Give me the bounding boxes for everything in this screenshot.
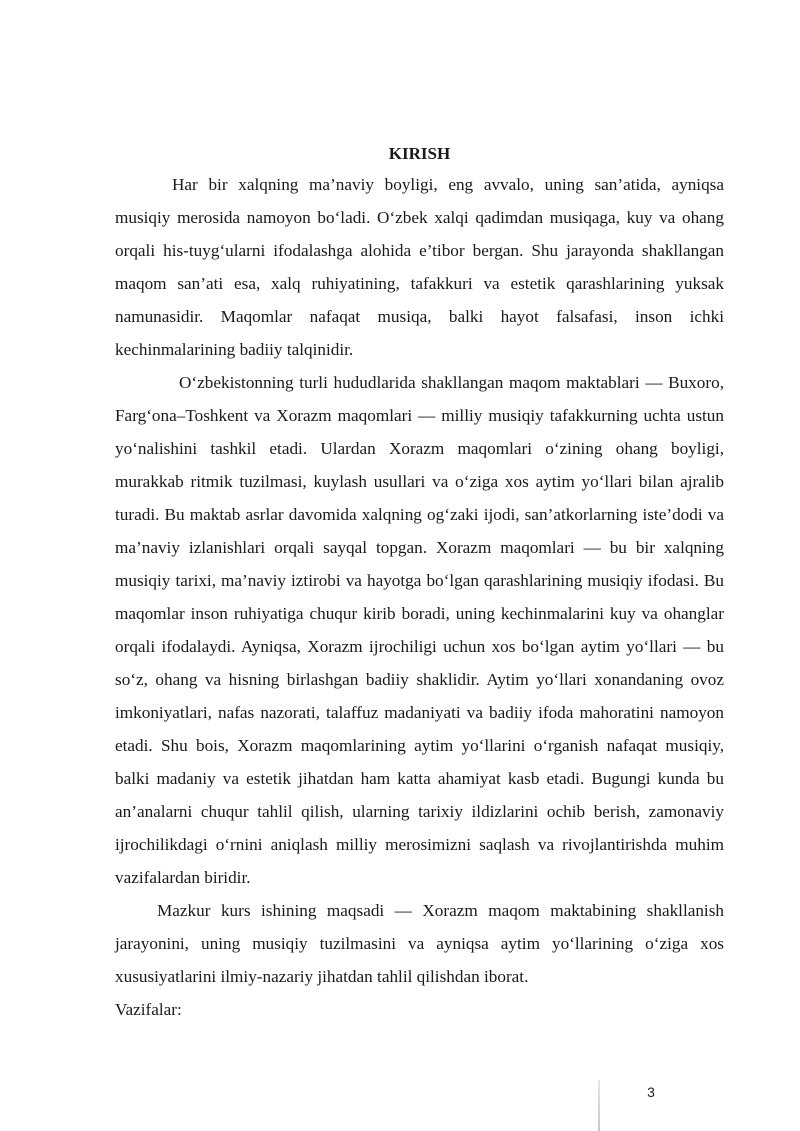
document-body bbox=[115, 168, 724, 1026]
paragraph-intro: Har bir xalqning ma’naviy boyligi, eng avvalo, uning san’atida, ayniqsa musiqiy merosida namoyon bo‘ladi. O‘zbek xalqi qadimdan musiqaga, kuy va ohang orqali his-tuyg‘ularni ifodalashga alohida e’tibor bergan. Shu jarayonda shakllangan maqom san’ati esa, xalq ruhiyatining, tafakkuri va estetik qarashlarining yuksak namunasidir. Maqomlar nafaqat musiqa, balki hayot falsafasi, inson ichki kechinmalarining badiiy talqinidir. bbox=[115, 175, 724, 359]
paragraph-tasks-label: Vazifalar: bbox=[115, 1000, 182, 1019]
page-number: 3 bbox=[647, 1084, 655, 1100]
margin-divider bbox=[598, 1080, 600, 1131]
section-heading: KIRISH bbox=[388, 144, 451, 163]
paragraph-maqom-schools: O‘zbekistonning turli hududlarida shakllangan maqom maktablari — Buxoro, Farg‘ona–Toshkent va Xorazm maqomlari — milliy musiqiy tafakkurning uchta ustun yo‘nalishini tashkil etadi. Ulardan Xorazm maqomlari o‘zining ohang boyligi, murakkab ritmik tuzilmasi, kuylash usullari va o‘ziga xos aytim yo‘llari bilan ajralib turadi. Bu maktab asrlar davomida xalqning og‘zaki ijodi, san’atkorlarning iste’dodi va ma’naviy izlanishlari orqali sayqal topgan. Xorazm maqomlari — bu bir xalqning musiqiy tarixi, ma’naviy iztirobi va hayotga bo‘lgan qarashlarining musiqiy ifodasi. Bu maqomlar inson ruhiyatiga chuqur kirib boradi, uning kechinmalarini kuy va ohanglar orqali ifodalaydi. Ayniqsa, Xorazm ijrochiligi uchun xos bo‘lgan aytim yo‘llari — bu so‘z, ohang va hisning birlashgan badiiy shaklidir. Aytim yo‘llari xonandaning ovoz imkoniyatlari, nafas nazorati, talaffuz madaniyati va badiiy ifoda mahoratini namoyon etadi. Shu bois, Xorazm maqomlarining aytim yo‘llarini o‘rganish nafaqat musiqiy, balki madaniy va estetik jihatdan ham katta ahamiyat kasb etadi. Bugungi kunda bu an’analarni chuqur tahlil qilish, ularning tarixiy ildizlarini ochib berish, zamonaviy ijrochilikdagi o‘rnini aniqlash milliy merosimizni saqlash va rivojlantirishda muhim vazifalardan biridir. bbox=[115, 373, 724, 887]
paragraph-purpose: Mazkur kurs ishining maqsadi — Xorazm maqom maktabining shakllanish jarayonini, uning musiqiy tuzilmasini va ayniqsa aytim yo‘llarining o‘ziga xos xususiyatlarini ilmiy-nazariy jihatdan tahlil qilishdan iborat. bbox=[115, 901, 724, 986]
